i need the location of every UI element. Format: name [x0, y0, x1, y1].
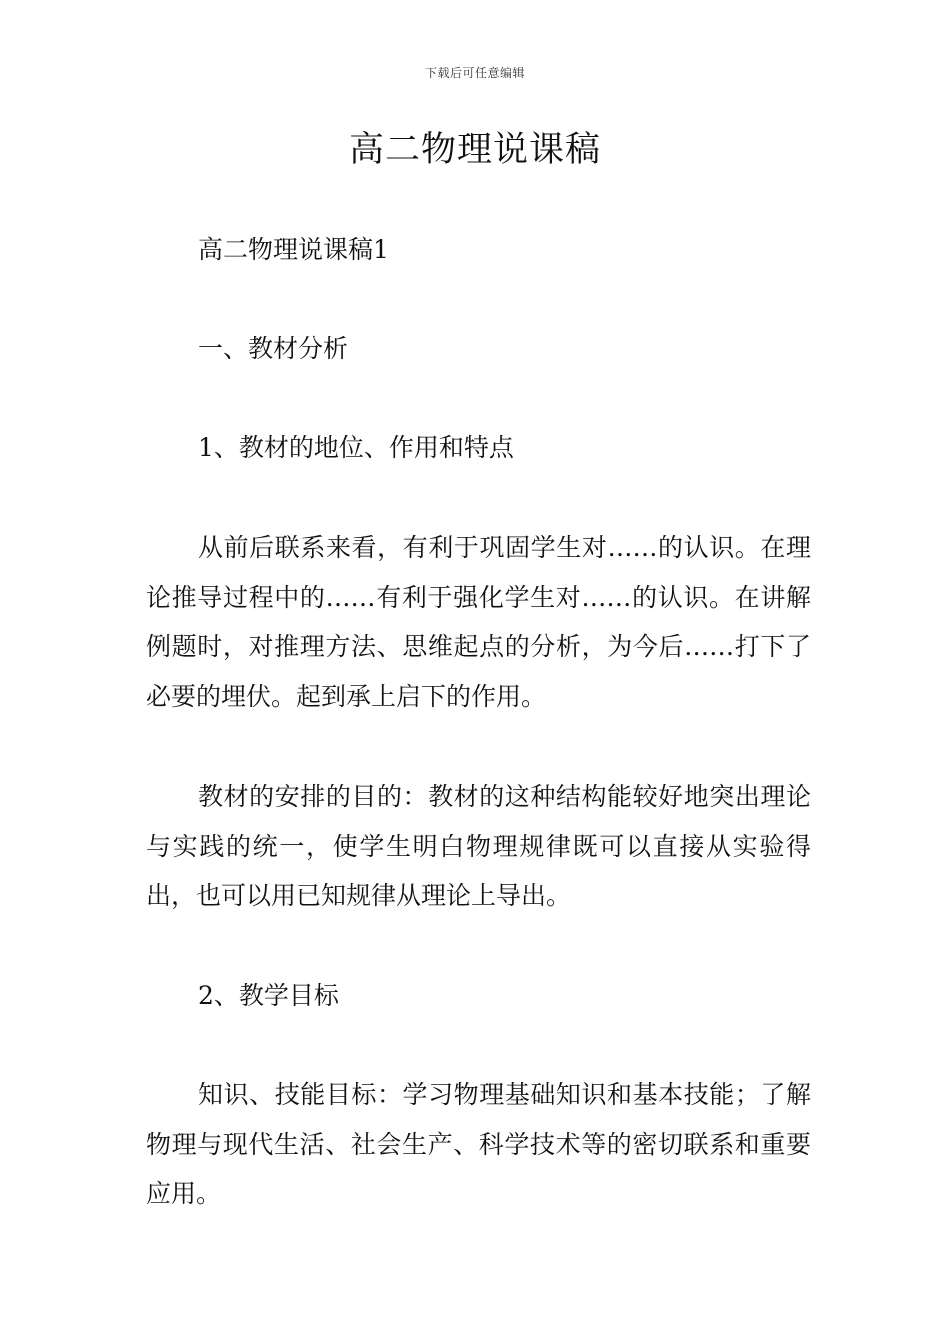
- header-note: 下载后可任意编辑: [424, 66, 525, 80]
- paragraph-context: 从前后联系来看，有利于巩固学生对……的认识。在理论推导过程中的……有利于强化学生对……的认识。在讲解例题时，对推理方法、思维起点的分析，为今后……打下了必要的埋伏。起到承上启下的作用。: [146, 533, 811, 711]
- paragraph-knowledge-goals: 知识、技能目标：学习物理基础知识和基本技能；了解物理与现代生活、社会生产、科学技术等的密切联系和重要应用。: [146, 1080, 811, 1208]
- paragraph-purpose: 教材的安排的目的：教材的这种结构能较好地突出理论与实践的统一，使学生明白物理规律既可以直接从实验得出，也可以用已知规律从理论上导出。: [146, 782, 811, 910]
- section-heading-textbook-analysis: 一、教材分析: [198, 334, 349, 363]
- subsection-heading-teaching-goals: 2、教学目标: [198, 981, 339, 1010]
- document-subtitle: 高二物理说课稿1: [198, 235, 389, 264]
- subsection-heading-status-role: 1、教材的地位、作用和特点: [198, 433, 514, 462]
- document-title: 高二物理说课稿: [348, 130, 601, 170]
